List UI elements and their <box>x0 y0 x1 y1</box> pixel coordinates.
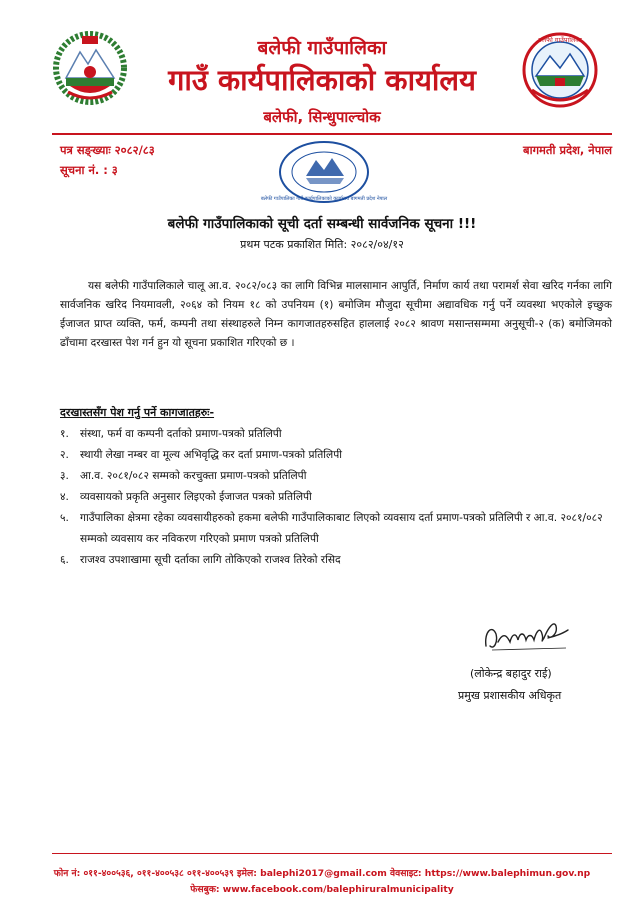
list-item: ५. गाउँपालिका क्षेत्रमा रहेका व्यवसायीहरुको हकमा बलेफी गाउँपालिकाबाट लिएको व्यवसाय दर्ता प्रमाण-पत्रको प्रतिलिपी र आ.व. २०८१/०८२ सम्मको व्यवसाय कर नविकरण गरिएको प्रमाण पत्रको प्रतिलिपी <box>60 512 603 545</box>
signatory-name: (लोकेन्द्र बहादुर राई) <box>470 667 552 680</box>
footer-facebook: फेसबुक: www.facebook.com/balephiruralmunicipality <box>190 884 454 895</box>
footer-contact: फोन नं: ०११-४००५३६, ०११-४००५३८ ०११-४००५३९ इमेल: balephi2017@gmail.com वेवसाइट: https://www.balephimun.gov.np <box>53 868 591 879</box>
office-location: बलेफी, सिन्धुपाल्चोक <box>263 108 381 126</box>
office-name: गाउँ कार्यपालिकाको कार्यालय <box>168 63 476 97</box>
documents-list <box>60 424 620 571</box>
official-seal-icon <box>260 140 388 204</box>
notice-body: यस बलेफी गाउँपालिकाले चालू आ.व. २०८२/०८३ का लागि विभिन्न मालसामान आपुर्ति, निर्माण कार्य तथा परामर्श सेवा खरिद गर्नका लागि सार्वजनिक खरिद नियमावली, २०६४ को नियम १८ को उपनियम (१) बमोजिम मौजुदा सूचीमा अद्यावधिक गर्नु पर्ने व्यवस्था भएकोले इच्छुक ईजाजत प्राप्त व्यक्ति, फर्म, कम्पनी तथा संस्थाहरुले निम्न कागजातहरुसहित हाललाई २०८२ श्रावण मसान्तसम्ममा अनुसूची-२ (क) बमोजिमको ढाँचामा दरखास्त पेश गर्न हुन यो सूचना प्रकाशित गरिएको छ । <box>60 280 612 349</box>
header-divider <box>52 133 612 135</box>
notice-title: बलेफी गाउँपालिकाको सूची दर्ता सम्बन्धी सार्वजनिक सूचना !!! <box>167 216 477 232</box>
list-item: ६. राजश्व उपशाखामा सूची दर्ताका लागि तोकिएको राजश्व तिरेको रसिद <box>60 554 341 566</box>
list-item: २. स्थायी लेखा नम्बर वा मूल्य अभिवृद्धि कर दर्ता प्रमाण-पत्रको प्रतिलिपी <box>60 449 342 461</box>
footer-divider <box>52 853 612 854</box>
list-item: ४. व्यवसायको प्रकृति अनुसार लिइएको ईजाजत पत्रको प्रतिलिपी <box>60 491 312 503</box>
notice-number: सूचना नं. : ३ <box>60 163 118 177</box>
list-item: १. संस्था, फर्म वा कम्पनी दर्ताको प्रमाण-पत्रको प्रतिलिपी <box>60 428 282 440</box>
publish-date: प्रथम पटक प्रकाशित मिति: २०८२/०४/१२ <box>240 238 404 251</box>
signature-icon <box>478 612 578 658</box>
list-item: ३. आ.व. २०८१/०८२ सम्मको करचुक्ता प्रमाण-पत्रको प्रतिलिपी <box>60 470 307 482</box>
letter-number: पत्र सङ्ख्याः २०८२/८३ <box>60 143 155 157</box>
documents-heading: दरखास्तसँग पेश गर्नु पर्ने कागजातहरुः- <box>60 406 215 419</box>
svg-text:बलेफी गाउँपालिका: बलेफी गाउँपालिका <box>538 36 582 44</box>
signatory-title: प्रमुख प्रशासकीय अधिकृत <box>458 689 562 702</box>
svg-text:बलेफी गाउँपालिका गाउँ कार्यपाल: बलेफी गाउँपालिका गाउँ कार्यपालिकाको कार्यालय बागमती प्रदेश नेपाल <box>260 196 388 202</box>
province-label: बागमती प्रदेश, नेपाल <box>523 143 612 157</box>
municipality-name: बलेफी गाउँपालिका <box>257 37 387 59</box>
